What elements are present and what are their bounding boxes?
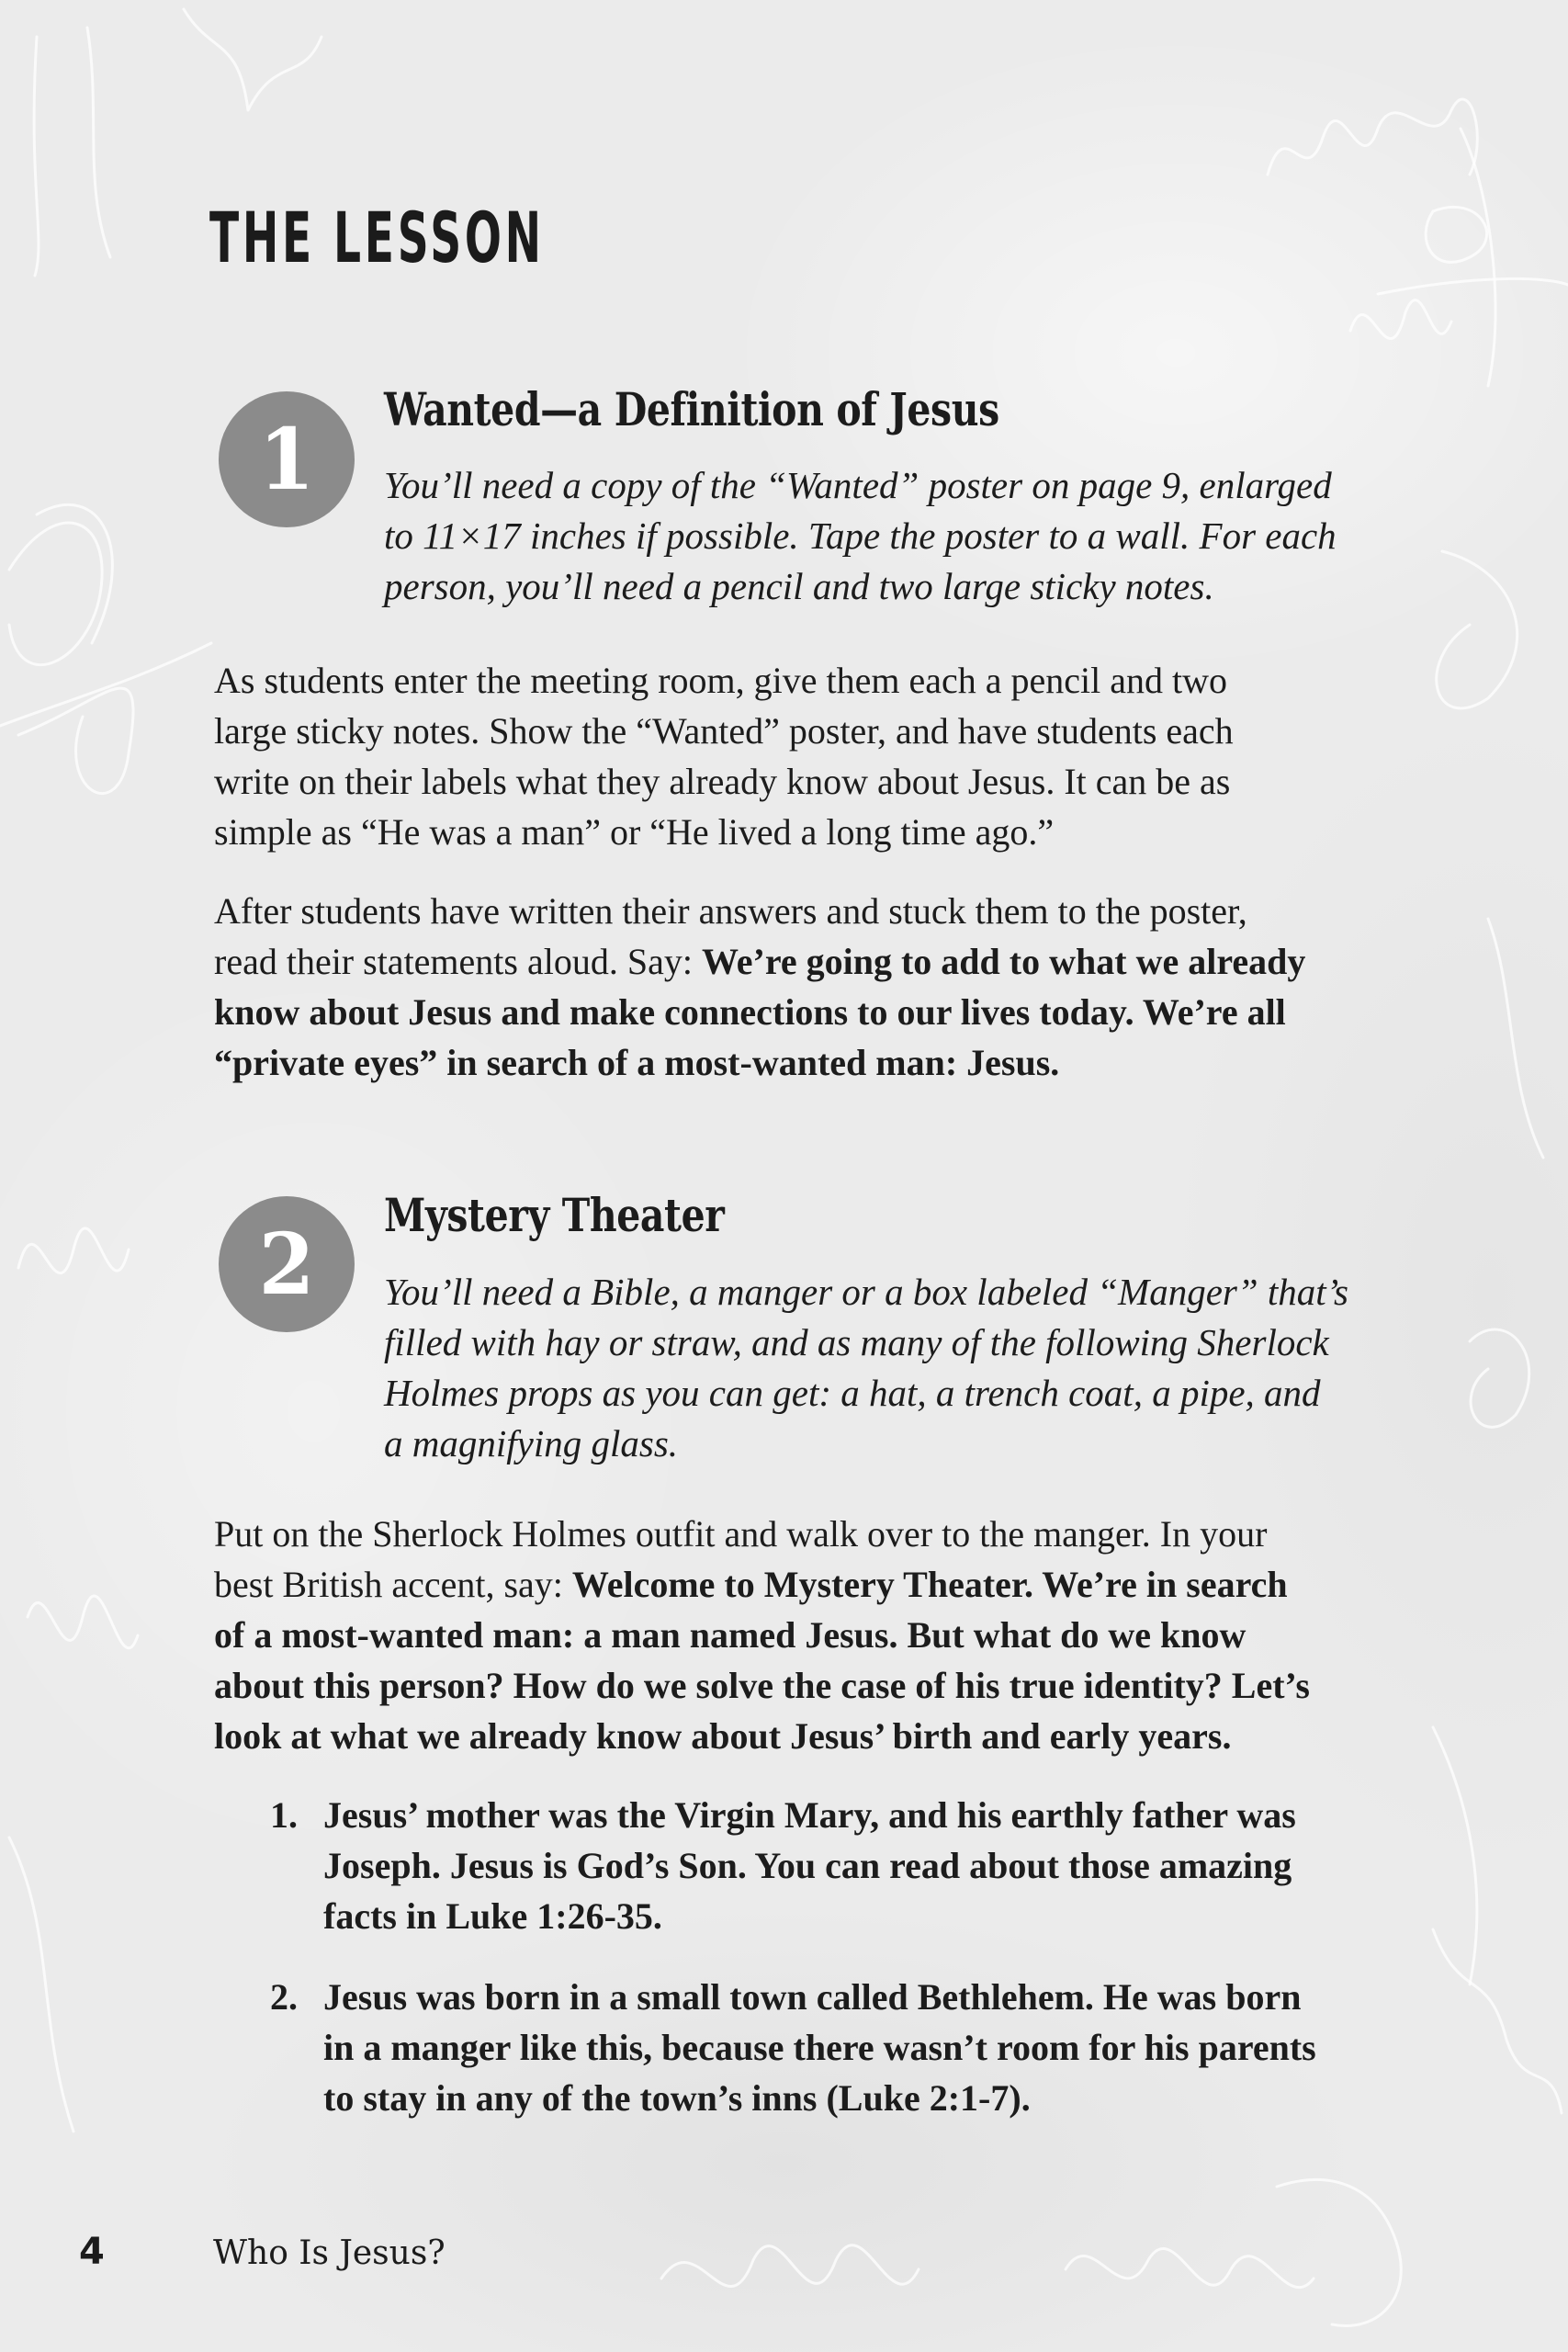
page-number: 4 xyxy=(79,2231,105,2273)
materials-line: filled with hay or straw, and as many of the following Sherlock xyxy=(384,1321,1329,1363)
list-item-line: facts in Luke 1:26-35. xyxy=(323,1895,662,1937)
list-number: 2. xyxy=(270,1976,298,2018)
paragraph-text: read their statements aloud. Say: xyxy=(214,941,702,982)
materials-note xyxy=(384,460,1371,612)
spoken-script: of a most-wanted man: a man named Jesus. But what do we know xyxy=(214,1614,1247,1656)
list-item-line: Jesus’ mother was the Virgin Mary, and his earthly father was xyxy=(323,1794,1296,1836)
spoken-script: look at what we already know about Jesus’ birth and early years. xyxy=(214,1715,1232,1757)
paragraph-line: simple as “He was a man” or “He lived a long time ago.” xyxy=(214,811,1055,853)
materials-line: You’ll need a copy of the “Wanted” poster on page 9, enlarged xyxy=(384,464,1332,506)
spoken-script: Welcome to Mystery Theater. We’re in search xyxy=(571,1564,1288,1605)
paragraph-line xyxy=(214,1559,1371,1610)
paragraph-line: After students have written their answers and stuck them to the poster, xyxy=(214,890,1247,932)
instruction-paragraph xyxy=(214,655,1371,857)
instruction-paragraph xyxy=(214,886,1371,1088)
paragraph-line: large sticky notes. Show the “Wanted” poster, and have students each xyxy=(214,710,1234,752)
materials-note xyxy=(384,1267,1371,1469)
list-item-line: Joseph. Jesus is God’s Son. You can read about those amazing xyxy=(323,1845,1292,1886)
materials-line: person, you’ll need a pencil and two large sticky notes. xyxy=(384,565,1214,607)
materials-line: a magnifying glass. xyxy=(384,1422,679,1464)
paragraph-line: As students enter the meeting room, give them each a pencil and two xyxy=(214,660,1228,701)
spoken-script: about this person? How do we solve the case of his true identity? Let’s xyxy=(214,1665,1310,1706)
section-heading: Wanted—a Definition of Jesus xyxy=(384,382,999,436)
spoken-script: “private eyes” in search of a most-wanted man: Jesus. xyxy=(214,1042,1060,1083)
list-item xyxy=(323,1972,1316,2123)
paragraph-line: Put on the Sherlock Holmes outfit and walk over to the manger. In your xyxy=(214,1513,1268,1555)
list-item-line: to stay in any of the town’s inns (Luke 2:1-7). xyxy=(323,2077,1031,2119)
materials-line: You’ll need a Bible, a manger or a box labeled “Manger” that’s xyxy=(384,1271,1349,1313)
list-item-line: in a manger like this, because there wasn’t room for his parents xyxy=(323,2027,1316,2068)
running-footer-title: Who Is Jesus? xyxy=(213,2234,446,2272)
step-number: 2 xyxy=(258,1215,315,1314)
page-title: THE LESSON xyxy=(209,197,545,278)
step-number-badge xyxy=(219,391,355,527)
instruction-paragraph xyxy=(214,1509,1371,1761)
spoken-script: know about Jesus and make connections to our lives today. We’re all xyxy=(214,991,1286,1033)
paragraph-line xyxy=(214,936,1371,987)
paragraph-text: best British accent, say: xyxy=(214,1564,572,1605)
list-item-line: Jesus was born in a small town called Bethlehem. He was born xyxy=(323,1976,1302,2018)
step-number-badge xyxy=(219,1196,355,1332)
materials-line: to 11×17 inches if possible. Tape the poster to a wall. For each xyxy=(384,514,1337,557)
list-number: 1. xyxy=(270,1794,298,1836)
list-item xyxy=(323,1790,1296,1941)
step-number: 1 xyxy=(258,410,315,509)
spoken-script: We’re going to add to what we already xyxy=(701,941,1306,982)
paragraph-line: write on their labels what they already know about Jesus. It can be as xyxy=(214,761,1231,802)
section-heading: Mystery Theater xyxy=(384,1188,725,1242)
materials-line: Holmes props as you can get: a hat, a trench coat, a pipe, and xyxy=(384,1372,1321,1414)
